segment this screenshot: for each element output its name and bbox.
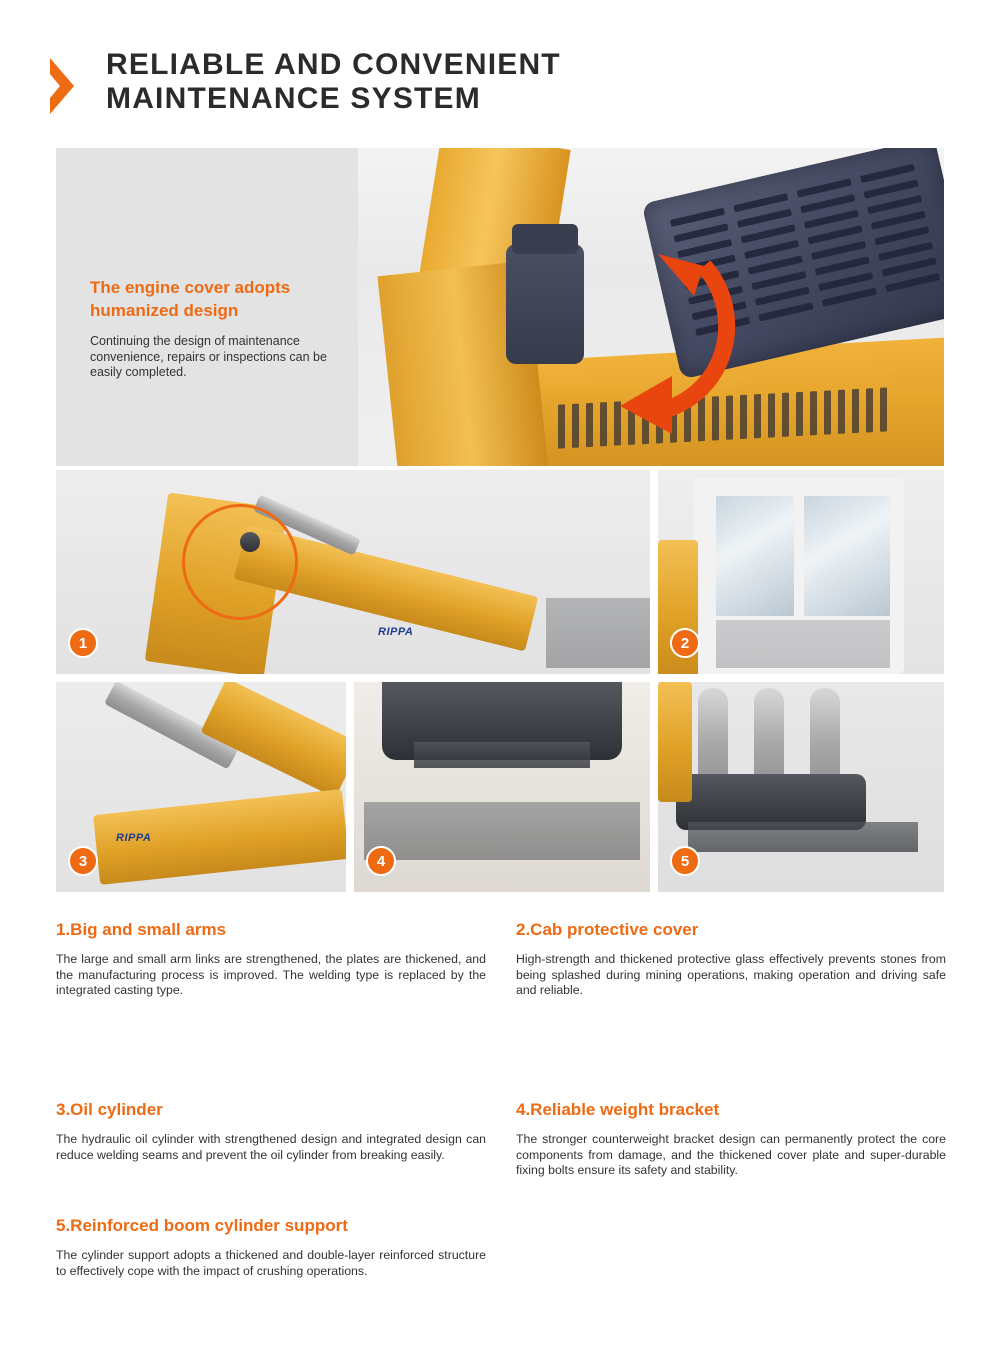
page-title-line-1: RELIABLE AND CONVENIENT <box>106 48 561 81</box>
feature-block-2 <box>516 920 946 999</box>
feature-body-5: The cylinder support adopts a thickened and double-layer reinforced structure to effectively cope with the impact of crushing operations. <box>56 1248 486 1278</box>
feature-block-3 <box>56 1100 486 1163</box>
bracket-bar <box>414 742 590 768</box>
cab-glass-front <box>716 496 794 616</box>
brand-logo-text: RIPPA <box>378 626 414 638</box>
photo-oil-cylinder <box>56 682 346 892</box>
photo-grid-row-2 <box>56 682 944 892</box>
feature-block-4 <box>516 1100 946 1179</box>
feature-block-5 <box>56 1216 486 1279</box>
cab-silhouette <box>546 598 650 668</box>
engine-cover-photo <box>358 148 944 466</box>
feature-title-2: 2.Cab protective cover <box>516 920 699 939</box>
photo-big-and-small-arms <box>56 470 650 674</box>
feature-body-2: High-strength and thickened protective glass effectively prevents stones from being splashed during mining operations, making operation and driving safe and reliable. <box>516 952 946 997</box>
hero-text-block <box>90 276 350 381</box>
feature-body-3: The hydraulic oil cylinder with strengthened design and integrated design can reduce welding seams and prevent the oil cylinder from breaking easily. <box>56 1132 486 1162</box>
feature-block-1 <box>56 920 486 999</box>
page-header <box>48 48 948 128</box>
photo-cab-protective-cover <box>658 470 944 674</box>
feature-body-4: The stronger counterweight bracket design can permanently protect the core components from damage, and the thickened cover plate and super-durable fixing bolts ensure its safety and stability. <box>516 1132 946 1177</box>
feature-body-1: The large and small arm links are strengthened, the plates are thickened, and the manufacturing process is improved. The welding type is replaced by the integrated casting type. <box>56 952 486 997</box>
cab-glass-side <box>804 496 890 616</box>
cab-lower-panel <box>716 620 890 668</box>
track-shape <box>364 802 640 860</box>
photo-badge-5: 5 <box>670 846 700 876</box>
brand-logo-text-2: RIPPA <box>116 832 152 844</box>
photo-badge-1: 1 <box>68 628 98 658</box>
photo-badge-3: 3 <box>68 846 98 876</box>
page-title <box>106 48 561 116</box>
photo-badge-2: 2 <box>670 628 700 658</box>
hero-heading: The engine cover adopts humanized design <box>90 278 291 320</box>
oil-cylinder-arm <box>200 682 346 798</box>
highlight-circle <box>182 504 298 620</box>
support-side-arm <box>658 682 692 802</box>
chevron-right-icon <box>48 54 88 122</box>
photo-grid-row-1 <box>56 470 944 674</box>
page-title-line-2: MAINTENANCE SYSTEM <box>106 82 481 115</box>
feature-title-4: 4.Reliable weight bracket <box>516 1100 720 1119</box>
photo-badge-4: 4 <box>366 846 396 876</box>
curved-arrow-icon <box>554 244 744 434</box>
feature-title-3: 3.Oil cylinder <box>56 1100 163 1119</box>
feature-title-5: 5.Reinforced boom cylinder support <box>56 1216 348 1235</box>
support-base-plate <box>688 822 918 852</box>
hero-body: Continuing the design of maintenance convenience, repairs or inspections can be easily completed. <box>90 334 327 379</box>
photo-boom-cylinder-support <box>658 682 944 892</box>
hero-panel <box>56 148 944 466</box>
photo-weight-bracket <box>354 682 650 892</box>
feature-title-1: 1.Big and small arms <box>56 920 227 939</box>
